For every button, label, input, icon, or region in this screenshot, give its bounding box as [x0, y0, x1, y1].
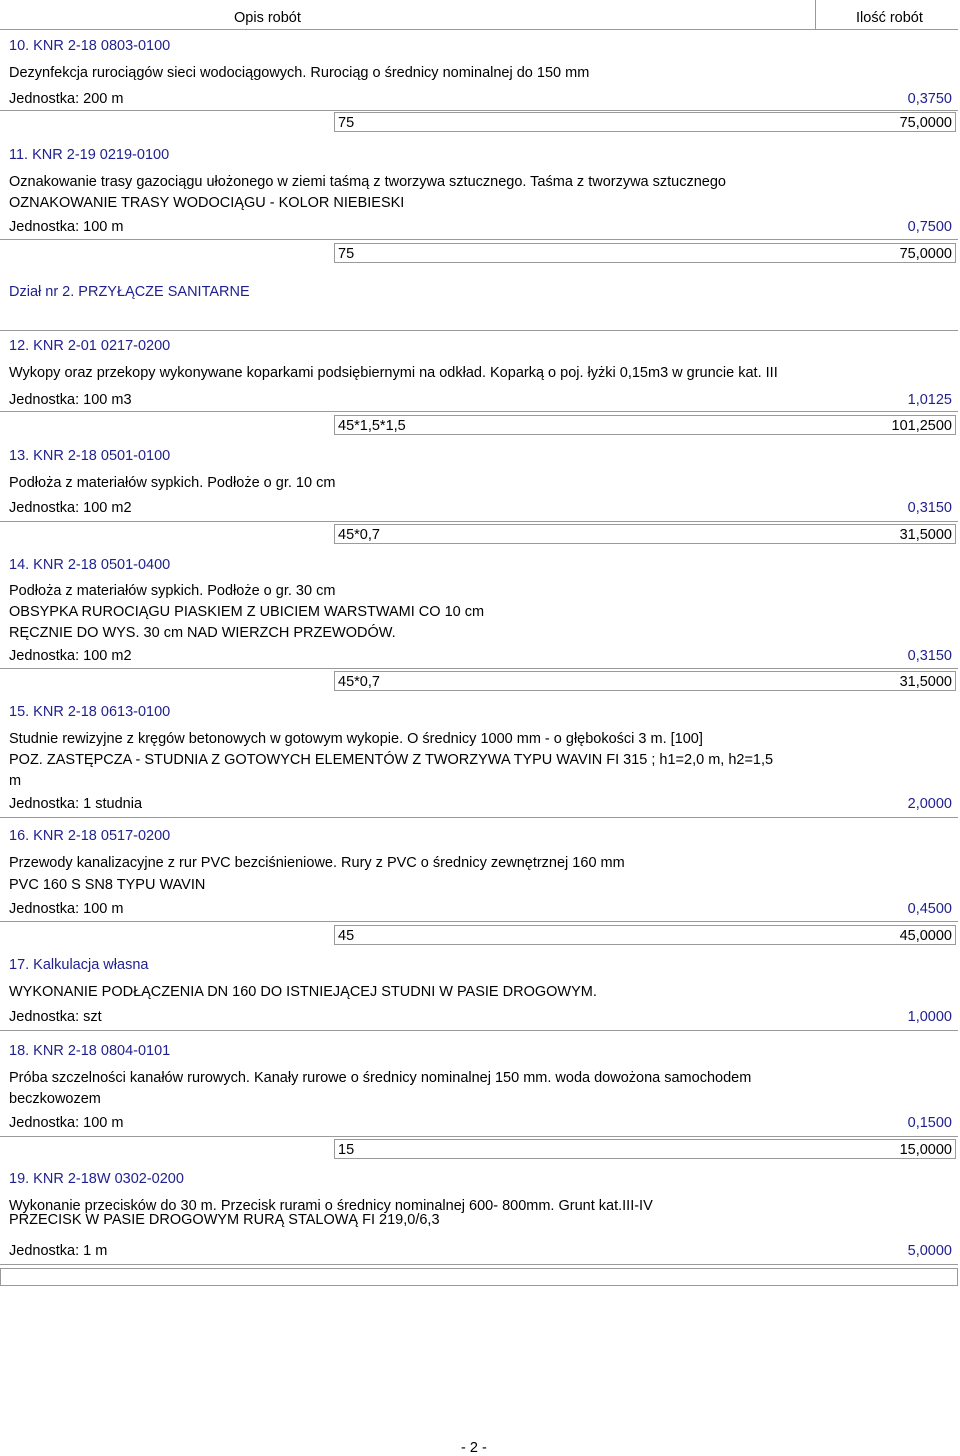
item-quantity: 0,3150 [907, 648, 952, 664]
row-rule [0, 921, 958, 922]
item-description: Dezynfekcja rurociągów sieci wodociągowych. Rurociąg o średnicy nominalnej do 150 mm [9, 65, 590, 81]
page-number: - 2 - [461, 1440, 487, 1456]
calc-formula: 45*0,7 [338, 527, 380, 543]
item-quantity: 0,4500 [907, 901, 952, 917]
item-description: POZ. ZASTĘPCZA - STUDNIA Z GOTOWYCH ELEMENTÓW Z TWORZYWA TYPU WAVIN FI 315 ; h1=2,0 m, h2=1,5 [9, 752, 774, 768]
calc-formula: 45*0,7 [338, 674, 380, 690]
item-unit: Jednostka: 100 m2 [9, 500, 132, 516]
item-quantity: 0,7500 [907, 219, 952, 235]
item-unit: Jednostka: 1 m [9, 1243, 108, 1259]
section-heading: Dział nr 2. PRZYŁĄCZE SANITARNE [9, 284, 250, 300]
item-description: m [9, 773, 22, 789]
calc-result: 101,2500 [891, 418, 952, 434]
row-rule [0, 817, 958, 818]
row-rule [0, 110, 958, 111]
item-code: 19. KNR 2-18W 0302-0200 [9, 1171, 184, 1187]
item-unit: Jednostka: szt [9, 1009, 102, 1025]
row-rule [0, 411, 958, 412]
item-code: 11. KNR 2-19 0219-0100 [9, 147, 170, 163]
item-description: Wykonanie przecisków do 30 m. Przecisk rurami o średnicy nominalnej 600- 800mm. Grunt kat.III-IV [9, 1198, 653, 1214]
column-header-description: Opis robót [234, 10, 301, 26]
item-quantity: 1,0000 [907, 1009, 952, 1025]
item-description: PRZECISK W PASIE DROGOWYM RURĄ STALOWĄ FI 219,0/6,3 [9, 1212, 440, 1228]
item-code: 17. Kalkulacja własna [9, 957, 149, 973]
item-code: 10. KNR 2-18 0803-0100 [9, 38, 171, 54]
item-unit: Jednostka: 100 m [9, 219, 124, 235]
item-unit: Jednostka: 200 m [9, 91, 124, 107]
row-rule [0, 521, 958, 522]
item-description: Przewody kanalizacyjne z rur PVC bezciśnieniowe. Rury z PVC o średnicy zewnętrznej 160 mm [9, 855, 625, 871]
calc-result: 75,0000 [899, 115, 952, 131]
item-description: OBSYPKA RUROCIĄGU PIASKIEM Z UBICIEM WARSTWAMI CO 10 cm [9, 604, 485, 620]
item-description: WYKONANIE PODŁĄCZENIA DN 160 DO ISTNIEJĄCEJ STUDNI W PASIE DROGOWYM. [9, 984, 597, 1000]
column-header-quantity: Ilość robót [856, 10, 923, 26]
item-unit: Jednostka: 1 studnia [9, 796, 143, 812]
calc-formula: 75 [338, 115, 355, 131]
item-description: Podłoża z materiałów sypkich. Podłoże o gr. 10 cm [9, 475, 336, 491]
item-code: 13. KNR 2-18 0501-0100 [9, 448, 171, 464]
calc-formula: 75 [338, 246, 355, 262]
item-description: Wykopy oraz przekopy wykonywane koparkami podsiębiernymi na odkład. Koparką o poj. łyżki 0,15m3 w gruncie kat. III [9, 365, 778, 381]
item-quantity: 0,3750 [907, 91, 952, 107]
item-description: Studnie rewizyjne z kręgów betonowych w gotowym wykopie. O średnicy 1000 mm - o głębokości 3 m. [100] [9, 731, 703, 747]
row-rule [0, 239, 958, 240]
calc-result: 31,5000 [899, 527, 952, 543]
item-description: Oznakowanie trasy gazociągu ułożonego w ziemi taśmą z tworzywa sztucznego. Taśma z tworzywa sztucznego [9, 174, 726, 190]
item-description: beczkowozem [9, 1091, 101, 1107]
item-code: 16. KNR 2-18 0517-0200 [9, 828, 171, 844]
item-code: 15. KNR 2-18 0613-0100 [9, 704, 171, 720]
item-description: Podłoża z materiałów sypkich. Podłoże o gr. 30 cm [9, 583, 336, 599]
item-unit: Jednostka: 100 m2 [9, 648, 132, 664]
item-unit: Jednostka: 100 m [9, 1115, 124, 1131]
calc-result: 75,0000 [899, 246, 952, 262]
item-quantity: 0,1500 [907, 1115, 952, 1131]
row-rule [0, 1030, 958, 1031]
item-quantity: 2,0000 [907, 796, 952, 812]
calc-result: 31,5000 [899, 674, 952, 690]
item-quantity: 1,0125 [907, 392, 952, 408]
row-rule [0, 668, 958, 669]
calc-formula: 45*1,5*1,5 [338, 418, 406, 434]
item-quantity: 0,3150 [907, 500, 952, 516]
item-unit: Jednostka: 100 m3 [9, 392, 132, 408]
row-rule [0, 1136, 958, 1137]
item-unit: Jednostka: 100 m [9, 901, 124, 917]
item-description: OZNAKOWANIE TRASY WODOCIĄGU - KOLOR NIEBIESKI [9, 195, 405, 211]
calc-result: 45,0000 [899, 928, 952, 944]
item-description: Próba szczelności kanałów rurowych. Kanały rurowe o średnicy nominalnej 150 mm. woda dowożona samochodem [9, 1070, 752, 1086]
item-description: RĘCZNIE DO WYS. 30 cm NAD WIERZCH PRZEWODÓW. [9, 625, 396, 641]
item-code: 14. KNR 2-18 0501-0400 [9, 557, 171, 573]
section-rule [0, 330, 958, 331]
calc-formula: 15 [338, 1142, 355, 1158]
row-rule [0, 1264, 958, 1265]
header-divider [815, 0, 816, 30]
calc-formula: 45 [338, 928, 355, 944]
item-code: 12. KNR 2-01 0217-0200 [9, 338, 171, 354]
item-quantity: 5,0000 [907, 1243, 952, 1259]
item-description: PVC 160 S SN8 TYPU WAVIN [9, 877, 206, 893]
calc-result: 15,0000 [899, 1142, 952, 1158]
item-code: 18. KNR 2-18 0804-0101 [9, 1043, 171, 1059]
calc-box [0, 1268, 958, 1286]
